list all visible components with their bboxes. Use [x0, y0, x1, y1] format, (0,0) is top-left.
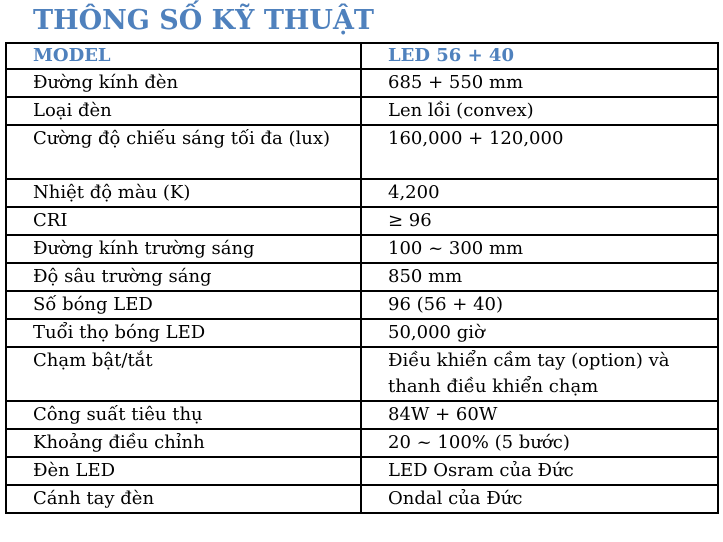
- table-row: [6, 97, 718, 125]
- row-label: Độ sâu trường sáng: [6, 263, 361, 291]
- row-value: 685 + 550 mm: [361, 69, 718, 97]
- table-row: [6, 291, 718, 319]
- row-value: Ondal của Đức: [361, 485, 718, 513]
- table-row: [6, 235, 718, 263]
- row-value: 50,000 giờ: [361, 319, 718, 347]
- table-row: [6, 457, 718, 485]
- row-value: 96 (56 + 40): [361, 291, 718, 319]
- row-value: 20 ~ 100% (5 bước): [361, 429, 718, 457]
- row-label: Nhiệt độ màu (K): [6, 179, 361, 207]
- table-row: [6, 429, 718, 457]
- table-row: [6, 207, 718, 235]
- row-label: CRI: [6, 207, 361, 235]
- row-label: Công suất tiêu thụ: [6, 401, 361, 429]
- row-label: Số bóng LED: [6, 291, 361, 319]
- table-row: [6, 319, 718, 347]
- page-title: THÔNG SỐ KỸ THUẬT: [33, 5, 375, 36]
- table-row: [6, 125, 718, 179]
- table-row: [6, 485, 718, 513]
- row-value: ≥ 96: [361, 207, 718, 235]
- row-label: Tuổi thọ bóng LED: [6, 319, 361, 347]
- row-label: Đèn LED: [6, 457, 361, 485]
- table-row: [6, 401, 718, 429]
- table-header-row: [6, 43, 718, 69]
- row-value: 100 ~ 300 mm: [361, 235, 718, 263]
- row-value: 160,000 + 120,000: [361, 125, 718, 179]
- table-row: [6, 69, 718, 97]
- header-value: LED 56 + 40: [361, 43, 718, 69]
- row-value: Len lồi (convex): [361, 97, 718, 125]
- table-row: [6, 347, 718, 401]
- row-label: Khoảng điều chỉnh: [6, 429, 361, 457]
- table-row: [6, 179, 718, 207]
- row-label: Đường kính trường sáng: [6, 235, 361, 263]
- row-label: Cánh tay đèn: [6, 485, 361, 513]
- row-value: 4,200: [361, 179, 718, 207]
- spec-table: [5, 42, 719, 514]
- header-label: MODEL: [6, 43, 361, 69]
- row-label: Cường độ chiếu sáng tối đa (lux): [6, 125, 361, 179]
- row-value: 850 mm: [361, 263, 718, 291]
- row-label: Đường kính đèn: [6, 69, 361, 97]
- table-row: [6, 263, 718, 291]
- row-label: Loại đèn: [6, 97, 361, 125]
- row-value: LED Osram của Đức: [361, 457, 718, 485]
- row-value: 84W + 60W: [361, 401, 718, 429]
- row-value: Điều khiển cầm tay (option) và thanh điều khiển chạm: [361, 347, 718, 401]
- row-label: Chạm bật/tắt: [6, 347, 361, 401]
